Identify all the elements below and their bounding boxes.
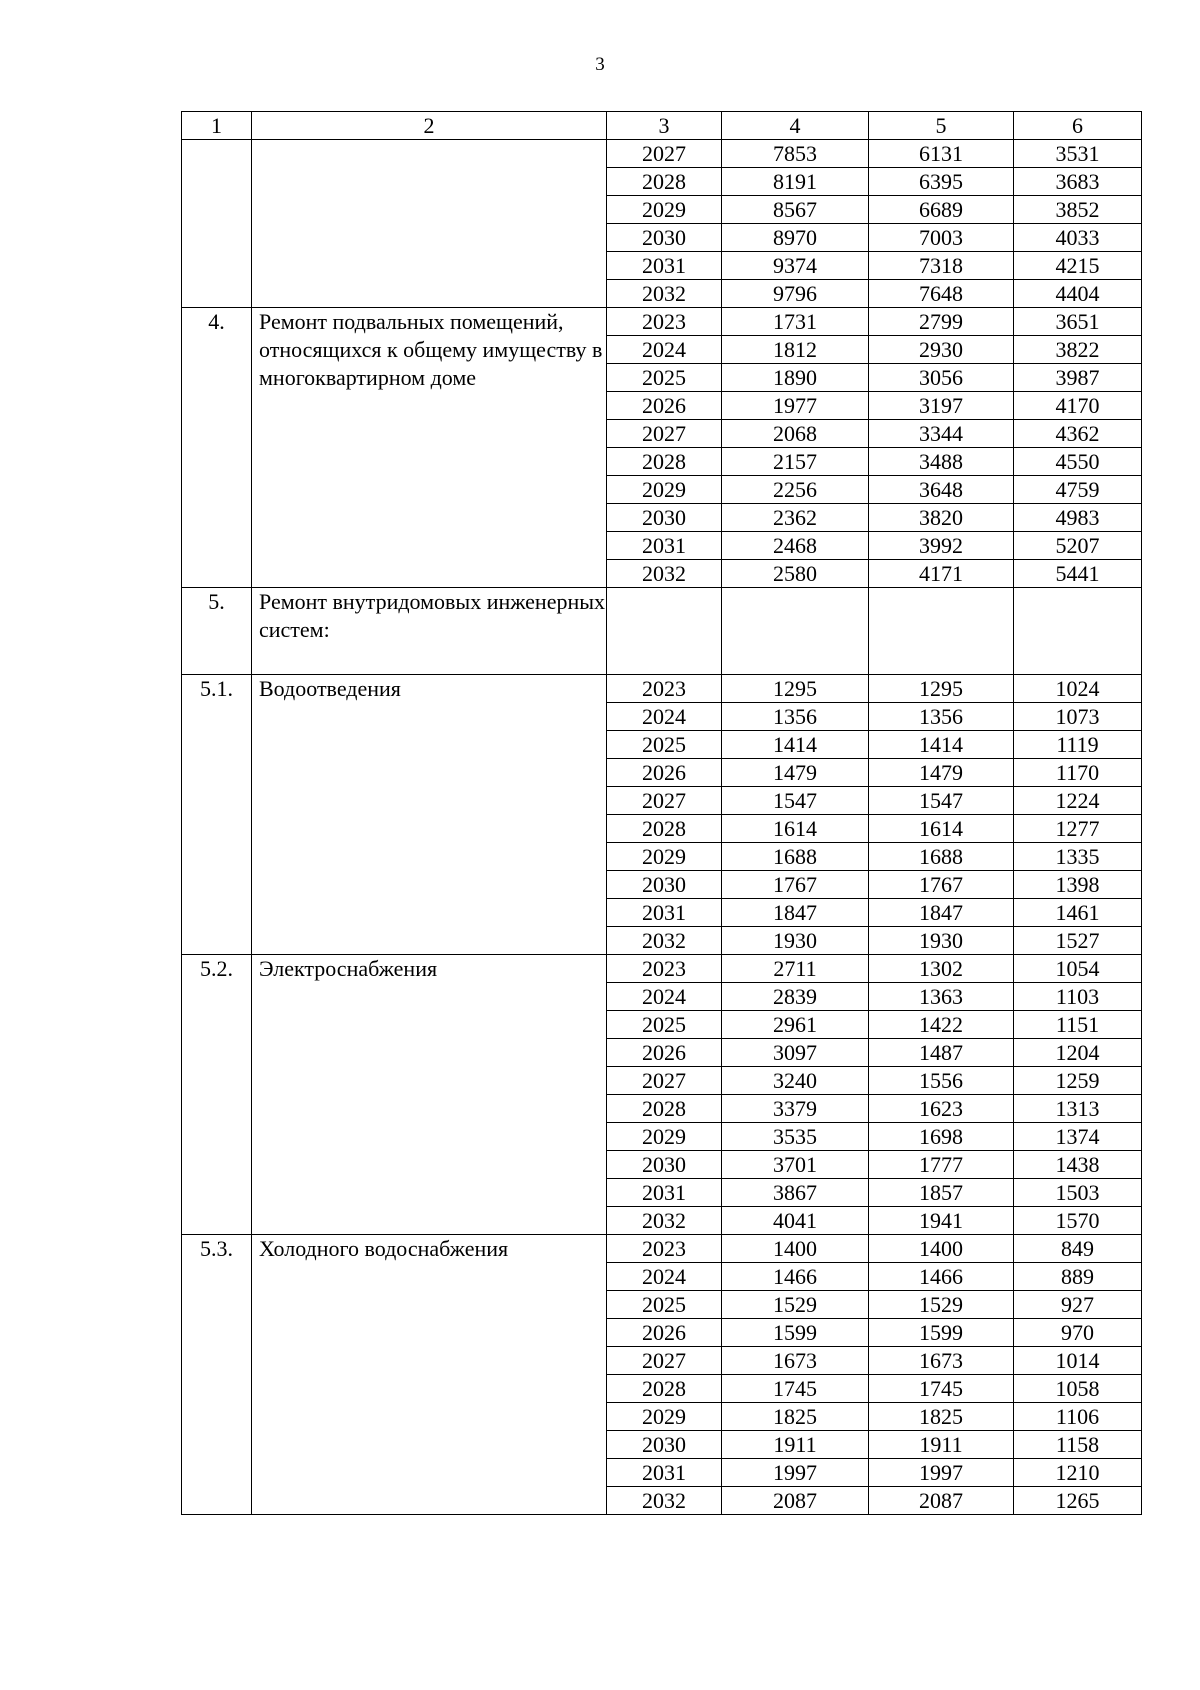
year-cell: 2030	[607, 504, 722, 532]
value-cell-col4: 2087	[722, 1487, 869, 1515]
value-cell-col6: 889	[1014, 1263, 1142, 1291]
value-cell-col6: 1570	[1014, 1207, 1142, 1235]
value-cell-col4: 1614	[722, 815, 869, 843]
value-cell-col4: 2157	[722, 448, 869, 476]
value-cell-col5: 1997	[869, 1459, 1014, 1487]
value-cell-col4: 3240	[722, 1067, 869, 1095]
value-cell-col5: 1930	[869, 927, 1014, 955]
year-cell: 2023	[607, 675, 722, 703]
value-cell-col6: 1503	[1014, 1179, 1142, 1207]
year-cell: 2028	[607, 1375, 722, 1403]
value-cell-col4: 1466	[722, 1263, 869, 1291]
value-cell-col5: 1745	[869, 1375, 1014, 1403]
section-title: Холодного водоснабжения	[252, 1235, 607, 1515]
value-cell-col4: 3701	[722, 1151, 869, 1179]
value-cell-col5: 1688	[869, 843, 1014, 871]
table-body	[182, 112, 1142, 1515]
value-cell-col4: 2580	[722, 560, 869, 588]
value-cell-col4: 8567	[722, 196, 869, 224]
value-cell-col4: 1911	[722, 1431, 869, 1459]
value-cell-col5: 2930	[869, 336, 1014, 364]
value-cell-col5: 1847	[869, 899, 1014, 927]
year-cell: 2025	[607, 1291, 722, 1319]
value-cell-col4: 9796	[722, 280, 869, 308]
value-cell-col4: 2961	[722, 1011, 869, 1039]
value-cell-col4: 2468	[722, 532, 869, 560]
value-cell-col6: 1054	[1014, 955, 1142, 983]
value-cell-col5: 1356	[869, 703, 1014, 731]
year-cell: 2029	[607, 196, 722, 224]
value-cell-col4: 2362	[722, 504, 869, 532]
value-cell-col4: 1847	[722, 899, 869, 927]
value-cell-col5: 2087	[869, 1487, 1014, 1515]
value-cell-col5: 6395	[869, 168, 1014, 196]
value-cell-col5: 1556	[869, 1067, 1014, 1095]
value-cell-col4: 8970	[722, 224, 869, 252]
value-cell-col6: 849	[1014, 1235, 1142, 1263]
year-cell: 2028	[607, 1095, 722, 1123]
value-cell-col4: 1812	[722, 336, 869, 364]
value-cell-col6: 3683	[1014, 168, 1142, 196]
value-cell-col6: 1170	[1014, 759, 1142, 787]
section-title: Водоотведения	[252, 675, 607, 955]
value-cell-col4: 1930	[722, 927, 869, 955]
value-cell-col4: 1673	[722, 1347, 869, 1375]
value-cell-col4: 1295	[722, 675, 869, 703]
value-cell-col6: 1438	[1014, 1151, 1142, 1179]
year-cell: 2024	[607, 703, 722, 731]
year-cell: 2026	[607, 1039, 722, 1067]
value-cell-col5: 1941	[869, 1207, 1014, 1235]
value-cell-col6: 1259	[1014, 1067, 1142, 1095]
empty-cell	[869, 588, 1014, 675]
value-cell-col6: 3531	[1014, 140, 1142, 168]
section-row	[182, 588, 1142, 675]
value-cell-col4: 1890	[722, 364, 869, 392]
value-cell-col6: 4404	[1014, 280, 1142, 308]
header-cell: 4	[722, 112, 869, 140]
section-number: 5.2.	[182, 955, 252, 1235]
value-cell-col4: 1767	[722, 871, 869, 899]
value-cell-col4: 2711	[722, 955, 869, 983]
header-cell: 2	[252, 112, 607, 140]
value-cell-col5: 3344	[869, 420, 1014, 448]
value-cell-col4: 2839	[722, 983, 869, 1011]
year-cell: 2025	[607, 364, 722, 392]
section-number: 5.1.	[182, 675, 252, 955]
value-cell-col5: 1547	[869, 787, 1014, 815]
empty-cell	[1014, 588, 1142, 675]
value-cell-col6: 3822	[1014, 336, 1142, 364]
value-cell-col5: 1614	[869, 815, 1014, 843]
value-cell-col4: 1479	[722, 759, 869, 787]
value-cell-col5: 1400	[869, 1235, 1014, 1263]
value-cell-col4: 1688	[722, 843, 869, 871]
value-cell-col5: 3197	[869, 392, 1014, 420]
value-cell-col6: 1374	[1014, 1123, 1142, 1151]
value-cell-col5: 7648	[869, 280, 1014, 308]
value-cell-col4: 1997	[722, 1459, 869, 1487]
value-cell-col5: 1295	[869, 675, 1014, 703]
year-cell: 2024	[607, 983, 722, 1011]
value-cell-col4: 1731	[722, 308, 869, 336]
section-number	[182, 140, 252, 308]
value-cell-col4: 3535	[722, 1123, 869, 1151]
year-cell: 2029	[607, 1403, 722, 1431]
value-cell-col4: 1356	[722, 703, 869, 731]
value-cell-col5: 1302	[869, 955, 1014, 983]
value-cell-col4: 3379	[722, 1095, 869, 1123]
value-cell-col6: 1204	[1014, 1039, 1142, 1067]
value-cell-col5: 3648	[869, 476, 1014, 504]
value-cell-col5: 7003	[869, 224, 1014, 252]
empty-cell	[722, 588, 869, 675]
year-cell: 2031	[607, 1459, 722, 1487]
value-cell-col5: 1529	[869, 1291, 1014, 1319]
value-cell-col6: 1103	[1014, 983, 1142, 1011]
cost-table	[181, 111, 1142, 1515]
section-title: Электроснабжения	[252, 955, 607, 1235]
year-cell: 2026	[607, 1319, 722, 1347]
value-cell-col5: 1414	[869, 731, 1014, 759]
year-cell: 2025	[607, 1011, 722, 1039]
value-cell-col6: 927	[1014, 1291, 1142, 1319]
value-cell-col6: 5207	[1014, 532, 1142, 560]
value-cell-col6: 1106	[1014, 1403, 1142, 1431]
value-cell-col4: 1599	[722, 1319, 869, 1347]
value-cell-col6: 4983	[1014, 504, 1142, 532]
value-cell-col6: 1398	[1014, 871, 1142, 899]
year-cell: 2028	[607, 815, 722, 843]
year-cell: 2023	[607, 308, 722, 336]
year-cell: 2031	[607, 899, 722, 927]
section-number: 5.3.	[182, 1235, 252, 1515]
year-cell: 2032	[607, 927, 722, 955]
value-cell-col4: 3097	[722, 1039, 869, 1067]
value-cell-col6: 1313	[1014, 1095, 1142, 1123]
value-cell-col5: 1466	[869, 1263, 1014, 1291]
value-cell-col6: 4759	[1014, 476, 1142, 504]
section-title: Ремонт внутридомовых инженерных систем:	[252, 588, 607, 675]
header-cell: 6	[1014, 112, 1142, 140]
value-cell-col6: 1277	[1014, 815, 1142, 843]
header-cell: 5	[869, 112, 1014, 140]
value-cell-col6: 3852	[1014, 196, 1142, 224]
year-cell: 2026	[607, 392, 722, 420]
value-cell-col4: 2068	[722, 420, 869, 448]
header-cell: 3	[607, 112, 722, 140]
value-cell-col5: 1479	[869, 759, 1014, 787]
value-cell-col5: 1487	[869, 1039, 1014, 1067]
value-cell-col6: 1073	[1014, 703, 1142, 731]
year-cell: 2025	[607, 731, 722, 759]
year-cell: 2023	[607, 1235, 722, 1263]
value-cell-col5: 3488	[869, 448, 1014, 476]
value-cell-col5: 3056	[869, 364, 1014, 392]
value-cell-col6: 1461	[1014, 899, 1142, 927]
value-cell-col4: 3867	[722, 1179, 869, 1207]
year-cell: 2028	[607, 168, 722, 196]
value-cell-col4: 1547	[722, 787, 869, 815]
year-cell: 2027	[607, 1067, 722, 1095]
value-cell-col6: 1265	[1014, 1487, 1142, 1515]
value-cell-col5: 1673	[869, 1347, 1014, 1375]
value-cell-col4: 9374	[722, 252, 869, 280]
value-cell-col5: 2799	[869, 308, 1014, 336]
value-cell-col5: 1623	[869, 1095, 1014, 1123]
value-cell-col4: 1529	[722, 1291, 869, 1319]
value-cell-col5: 6689	[869, 196, 1014, 224]
header-cell: 1	[182, 112, 252, 140]
year-cell: 2029	[607, 1123, 722, 1151]
year-cell: 2026	[607, 759, 722, 787]
value-cell-col6: 970	[1014, 1319, 1142, 1347]
table-row	[182, 140, 1142, 168]
value-cell-col4: 7853	[722, 140, 869, 168]
value-cell-col6: 3987	[1014, 364, 1142, 392]
value-cell-col4: 8191	[722, 168, 869, 196]
value-cell-col4: 4041	[722, 1207, 869, 1235]
year-cell: 2030	[607, 1151, 722, 1179]
section-title	[252, 140, 607, 308]
value-cell-col6: 1335	[1014, 843, 1142, 871]
section-number: 4.	[182, 308, 252, 588]
value-cell-col6: 5441	[1014, 560, 1142, 588]
year-cell: 2029	[607, 843, 722, 871]
value-cell-col6: 1014	[1014, 1347, 1142, 1375]
year-cell: 2027	[607, 140, 722, 168]
year-cell: 2030	[607, 1431, 722, 1459]
year-cell: 2032	[607, 280, 722, 308]
year-cell: 2027	[607, 420, 722, 448]
section-title: Ремонт подвальных помещений, относящихся к общему имуществу в многоквартирном доме	[252, 308, 607, 588]
year-cell: 2032	[607, 560, 722, 588]
value-cell-col6: 1151	[1014, 1011, 1142, 1039]
year-cell: 2032	[607, 1207, 722, 1235]
value-cell-col6: 1210	[1014, 1459, 1142, 1487]
table-row	[182, 955, 1142, 983]
year-cell: 2023	[607, 955, 722, 983]
year-cell: 2030	[607, 871, 722, 899]
value-cell-col6: 1024	[1014, 675, 1142, 703]
value-cell-col4: 1977	[722, 392, 869, 420]
year-cell: 2024	[607, 336, 722, 364]
year-cell: 2031	[607, 532, 722, 560]
value-cell-col5: 7318	[869, 252, 1014, 280]
value-cell-col5: 1777	[869, 1151, 1014, 1179]
value-cell-col4: 2256	[722, 476, 869, 504]
section-number: 5.	[182, 588, 252, 675]
page-number: 3	[595, 54, 605, 75]
value-cell-col5: 1911	[869, 1431, 1014, 1459]
value-cell-col4: 1400	[722, 1235, 869, 1263]
year-cell: 2027	[607, 787, 722, 815]
value-cell-col6: 3651	[1014, 308, 1142, 336]
value-cell-col5: 1363	[869, 983, 1014, 1011]
value-cell-col5: 1422	[869, 1011, 1014, 1039]
year-cell: 2024	[607, 1263, 722, 1291]
value-cell-col6: 4033	[1014, 224, 1142, 252]
value-cell-col6: 4550	[1014, 448, 1142, 476]
year-cell: 2031	[607, 252, 722, 280]
value-cell-col4: 1414	[722, 731, 869, 759]
value-cell-col5: 3820	[869, 504, 1014, 532]
value-cell-col5: 1825	[869, 1403, 1014, 1431]
value-cell-col6: 4170	[1014, 392, 1142, 420]
year-cell: 2031	[607, 1179, 722, 1207]
value-cell-col6: 1158	[1014, 1431, 1142, 1459]
year-cell: 2028	[607, 448, 722, 476]
table-row	[182, 1235, 1142, 1263]
year-cell: 2032	[607, 1487, 722, 1515]
table-row	[182, 675, 1142, 703]
value-cell-col5: 3992	[869, 532, 1014, 560]
year-cell: 2029	[607, 476, 722, 504]
value-cell-col5: 1857	[869, 1179, 1014, 1207]
value-cell-col6: 1224	[1014, 787, 1142, 815]
year-cell: 2030	[607, 224, 722, 252]
value-cell-col6: 1119	[1014, 731, 1142, 759]
table-row	[182, 308, 1142, 336]
value-cell-col6: 1527	[1014, 927, 1142, 955]
value-cell-col5: 1698	[869, 1123, 1014, 1151]
value-cell-col5: 4171	[869, 560, 1014, 588]
value-cell-col5: 1599	[869, 1319, 1014, 1347]
value-cell-col6: 1058	[1014, 1375, 1142, 1403]
value-cell-col6: 4215	[1014, 252, 1142, 280]
empty-cell	[607, 588, 722, 675]
year-cell: 2027	[607, 1347, 722, 1375]
header-row	[182, 112, 1142, 140]
value-cell-col4: 1825	[722, 1403, 869, 1431]
value-cell-col4: 1745	[722, 1375, 869, 1403]
value-cell-col6: 4362	[1014, 420, 1142, 448]
value-cell-col5: 6131	[869, 140, 1014, 168]
value-cell-col5: 1767	[869, 871, 1014, 899]
